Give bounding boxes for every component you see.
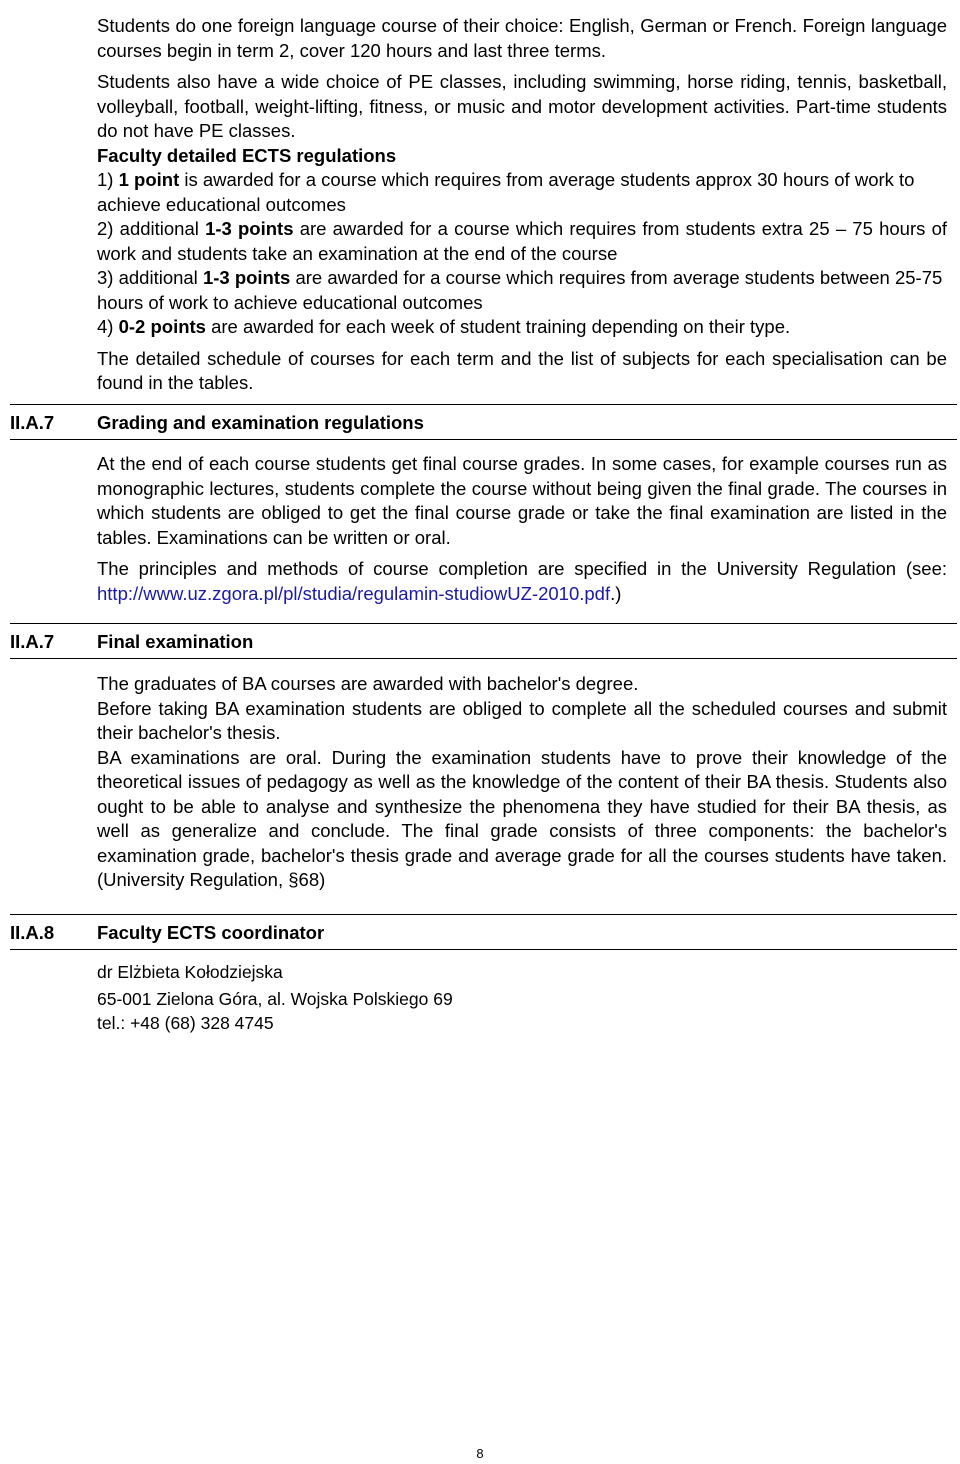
section-number: II.A.8 xyxy=(10,922,55,943)
page-number: 8 xyxy=(476,1446,484,1461)
ects-heading: Faculty detailed ECTS regulations xyxy=(97,144,397,166)
coordinator-name: dr Elżbieta Kołodziejska xyxy=(97,962,283,982)
ects-note: The detailed schedule of courses for each term and the list of subjects for each specialisation can be found in the tables. xyxy=(97,347,947,393)
grading-paragraph-2: The principles and methods of course completion are specified in the University Regulation (see: http://www.uz.zgora.pl/pl/studia/regulamin-studiowUZ-2010.pdf.) xyxy=(97,558,947,604)
coordinator-body xyxy=(97,959,947,1035)
final-exam-body xyxy=(97,672,947,893)
section-title: Final examination xyxy=(97,631,254,652)
regulation-link[interactable]: http://www.uz.zgora.pl/pl/studia/regulamin-studiowUZ-2010.pdf xyxy=(97,582,611,604)
ects-item-3: 3) additional 1-3 points are awarded for a course which requires from average students between 25-75 hours of work to achieve educational outcomes xyxy=(97,267,943,313)
coordinator-phone: tel.: +48 (68) 328 4745 xyxy=(97,1013,274,1033)
coordinator-address: 65-001 Zielona Góra, al. Wojska Polskiego 69 xyxy=(97,989,453,1009)
ects-item-2: 2) additional 1-3 points are awarded for a course which requires from students extra 25 – 75 hours of work and students take an examination at the end of the course xyxy=(97,218,947,264)
intro-section xyxy=(97,14,947,396)
coordinator-section-header xyxy=(10,914,957,950)
final-exam-paragraph-1: The graduates of BA courses are awarded with bachelor's degree. xyxy=(97,673,639,694)
ects-item-4: 4) 0-2 points are awarded for each week of student training depending on their type. xyxy=(97,316,791,337)
ects-item-1: 1) 1 point is awarded for a course which requires from average students approx 30 hours of work to achieve educational outcomes xyxy=(97,169,915,215)
section-number: II.A.7 xyxy=(10,631,55,652)
grading-paragraph-1: At the end of each course students get final course grades. In some cases, for example courses run as monographic lectures, students complete the course without being given the final grade. The courses in which students are obliged to get the final course grade or take the final examination are listed in the tables. Examinations can be written or oral. xyxy=(97,453,947,548)
final-exam-paragraph-3: BA examinations are oral. During the examination students have to prove their knowledge of the theoretical issues of pedagogy as well as the knowledge of the content of their BA thesis. Students also ought to be able to analyse and synthesize the phenomena they have studied for their BA thesis, as well as generalize and conclude. The final grade consists of three components: the bachelor's examination grade, bachelor's thesis grade and average grade for all the courses students have taken. (University Regulation, §68) xyxy=(97,746,947,890)
grading-section-header xyxy=(10,404,957,440)
grading-body xyxy=(97,452,947,606)
pe-classes-paragraph: Students also have a wide choice of PE classes, including swimming, horse riding, tennis, basketball, volleyball, football, weight-lifting, fitness, or music and motor development activities. Part-time students do not have PE classes. xyxy=(97,71,947,141)
section-title: Grading and examination regulations xyxy=(97,412,424,433)
section-number: II.A.7 xyxy=(10,412,55,433)
final-exam-paragraph-2: Before taking BA examination students are obliged to complete all the scheduled courses and submit their bachelor's thesis. xyxy=(97,697,947,743)
final-exam-section-header xyxy=(10,623,957,659)
section-title: Faculty ECTS coordinator xyxy=(97,922,325,943)
language-course-paragraph: Students do one foreign language course of their choice: English, German or French. Foreign language courses begin in term 2, cover 120 hours and last three terms. xyxy=(97,15,947,61)
